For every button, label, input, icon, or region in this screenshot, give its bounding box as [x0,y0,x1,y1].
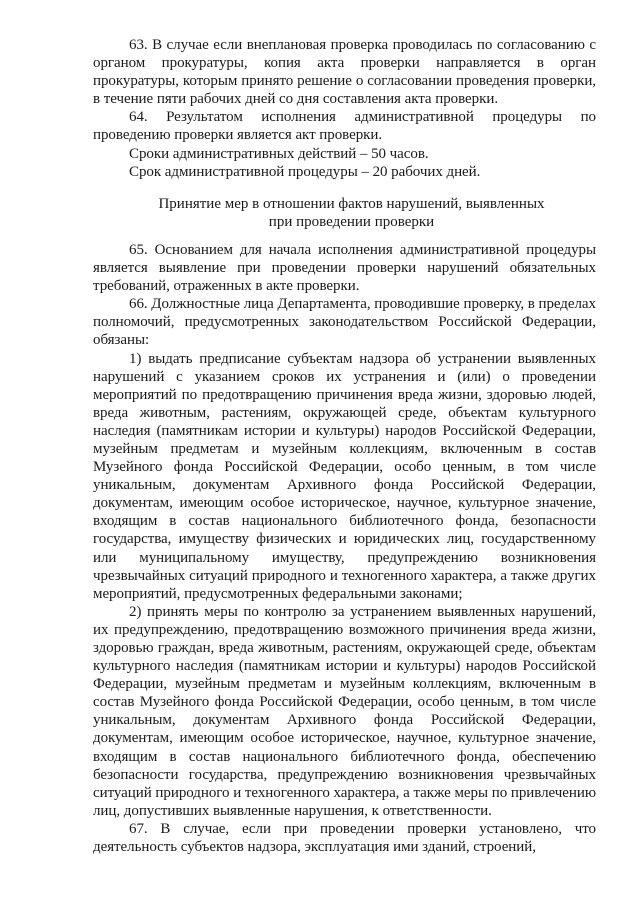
paragraph-66: 66. Должностные лица Департамента, проводившие проверку, в пределах полномочий, предусмотренных законодательством Российской Федерации, обязаны: [93,296,596,349]
paragraph-66-item-1: 1) выдать предписание субъектам надзора об устранении выявленных нарушений с указанием сроков их устранения и (или) о проведении мероприятий по предотвращению причинения вреда жизни, здоровью людей, вреда животным, растениям, окружающей среде, объектам культурного наследия (памятникам истории и культуры) народов Российской Федерации, музейным предметам и музейным коллекциям, включенным в состав Музейного фонда Российской Федерации, особо ценным, в том числе уникальным, документам Архивного фонда Российской Федерации, документам, имеющим особое историческое, научное, культурное значение, входящим в состав национального библиотечного фонда, безопасности государства, имуществу физических и юридических лиц, государственному или муниципальному имуществу, предупреждению возникновения чрезвычайных ситуаций природного и техногенного характера, а также других мероприятий, предусмотренных федеральными законами; [93,350,596,602]
paragraph-65: 65. Основанием для начала исполнения административной процедуры является выявление при проведении проверки нарушений обязательных требований, отраженных в акте проверки. [93,241,596,295]
section-heading-line-1: Принятие мер в отношении фактов нарушений, выявленных [158,195,545,212]
paragraph-66-item-2: 2) принять меры по контролю за устранением выявленных нарушений, их предупреждению, предотвращению возможного причинения вреда жизни, здоровью граждан, вреда животным, растениям, окружающей среде, объектам культурного наследия (памятникам истории и культуры) народов Российской Федерации, музейным предметам и музейным коллекциям, включенным в состав Музейного фонда Российской Федерации, особо ценным, в том числе уникальным, документам Архивного фонда Российской Федерации, документам, имеющим особое историческое, научное, культурное значение, входящим в состав национального библиотечного фонда, обеспечению безопасности государства, предупреждению возникновения чрезвычайных ситуаций природного и техногенного характера, а также меры по привлечению лиц, допустивших выявленные нарушения, к ответственности. [93,603,596,819]
section-heading [93,195,596,231]
paragraph-procedure-term: Срок административной процедуры – 20 рабочих дней. [129,163,481,180]
paragraph-63: 63. В случае если внеплановая проверка проводилась по согласованию с органом прокуратуры, копия акта проверки направляется в орган прокуратуры, которым принято решение о согласовании проведения проверки, в течение пяти рабочих дней со дня составления акта проверки. [93,37,596,108]
paragraph-67: 67. В случае, если при проведении проверки установлено, что деятельность субъектов надзора, эксплуатация ими зданий, строений, [93,820,596,856]
paragraph-actions-term: Сроки административных действий – 50 часов. [129,145,429,162]
section-heading-line-2: при проведении проверки [268,213,435,230]
paragraph-64: 64. Результатом исполнения административной процедуры по проведению проверки является акт проверки. [93,109,596,144]
